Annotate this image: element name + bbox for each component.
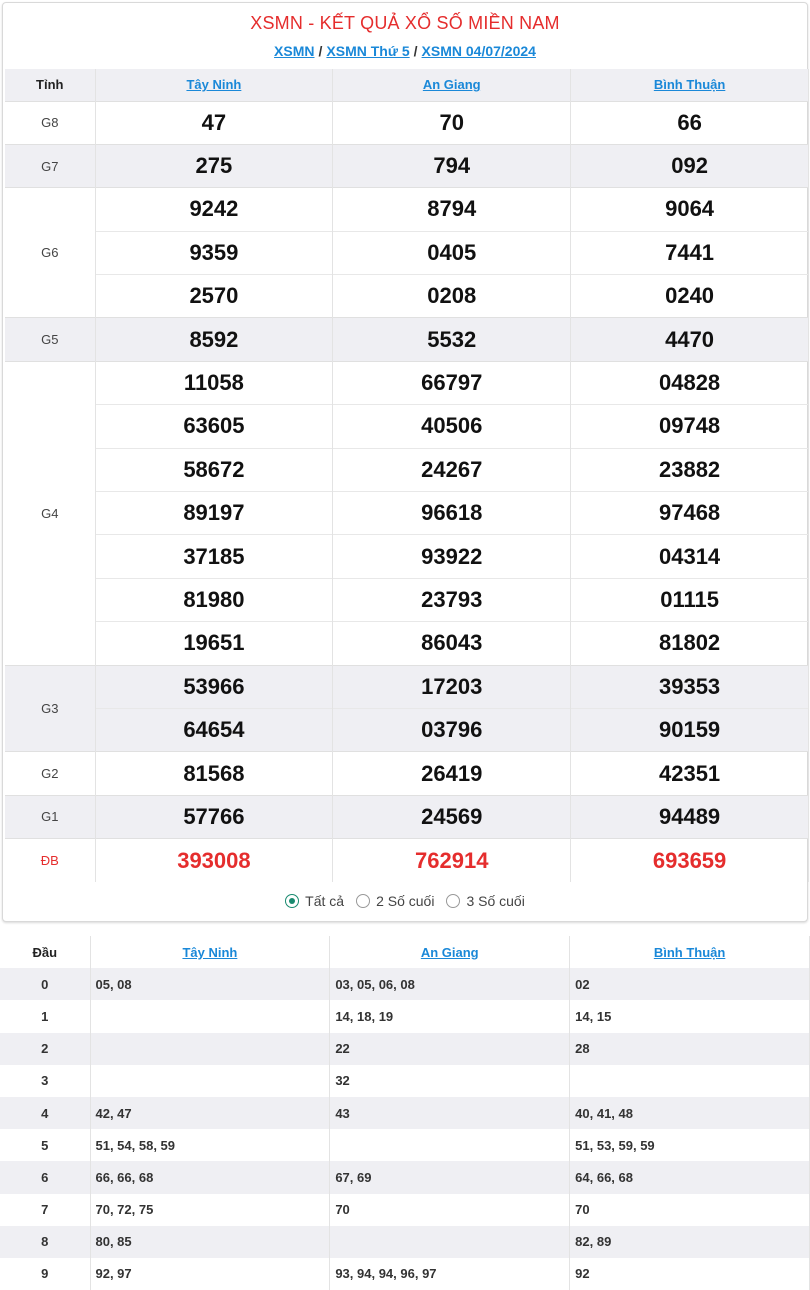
prize-number: 24569 [333, 795, 571, 838]
prize-number: 81802 [571, 622, 809, 665]
prize-number: 9359 [95, 231, 333, 274]
prize-number: 64654 [95, 708, 333, 751]
dau-values: 82, 89 [570, 1226, 810, 1258]
dau-values: 43 [330, 1097, 570, 1129]
prize-number: 57766 [95, 795, 333, 838]
prize-number: 66797 [333, 361, 571, 404]
dau-values: 40, 41, 48 [570, 1097, 810, 1129]
province-header [95, 69, 333, 101]
dau-digit: 5 [0, 1129, 90, 1161]
dau-values: 14, 18, 19 [330, 1000, 570, 1032]
filter-option-2-so-cuoi[interactable] [356, 893, 434, 909]
dau-row [0, 1226, 810, 1258]
province-header [330, 936, 570, 968]
dau-header-row [0, 936, 810, 968]
prize-row [5, 101, 809, 144]
filter-option-label: Tất cả [305, 893, 345, 909]
prize-label: G2 [5, 752, 95, 795]
special-prize-number: 762914 [333, 839, 571, 882]
prize-row [5, 839, 809, 882]
prize-number: 90159 [571, 708, 809, 751]
prize-number: 2570 [95, 275, 333, 318]
dau-values: 92, 97 [90, 1258, 330, 1290]
dau-values: 70, 72, 75 [90, 1194, 330, 1226]
prize-number: 70 [333, 101, 571, 144]
prize-number: 01115 [571, 578, 809, 621]
prize-row [5, 231, 809, 274]
dau-row [0, 1129, 810, 1161]
province-link-an-giang[interactable]: An Giang [422, 77, 481, 93]
prize-number: 04828 [571, 361, 809, 404]
dau-row [0, 968, 810, 1000]
dau-row [0, 1065, 810, 1097]
special-prize-number: 393008 [95, 839, 333, 882]
page-title: XSMN - KẾT QUẢ XỔ SỐ MIỀN NAM [250, 13, 560, 33]
prize-number: 23793 [333, 578, 571, 621]
prize-label: G6 [5, 188, 95, 318]
prize-number: 42351 [571, 752, 809, 795]
prize-label: ĐB [5, 839, 95, 882]
breadcrumb-xsmn-thu5-link[interactable]: XSMN Thứ 5 [326, 43, 410, 59]
prize-number: 9242 [95, 188, 333, 231]
prize-number: 11058 [95, 361, 333, 404]
prize-label: G4 [5, 361, 95, 665]
prize-number: 0240 [571, 275, 809, 318]
dau-digit: 7 [0, 1194, 90, 1226]
dau-values: 03, 05, 06, 08 [330, 968, 570, 1000]
dau-row [0, 1033, 810, 1065]
dau-table [0, 936, 810, 1290]
dau-digit: 6 [0, 1161, 90, 1193]
prize-number: 5532 [333, 318, 571, 361]
prize-number: 275 [95, 144, 333, 187]
dau-values: 28 [570, 1033, 810, 1065]
dau-values: 22 [330, 1033, 570, 1065]
prize-number: 58672 [95, 448, 333, 491]
prize-number: 47 [95, 101, 333, 144]
dau-values [90, 1065, 330, 1097]
dau-values: 64, 66, 68 [570, 1161, 810, 1193]
dau-column-label: Đầu [0, 936, 90, 968]
prize-row [5, 795, 809, 838]
radio-button[interactable] [446, 894, 460, 908]
radio-button[interactable] [285, 894, 299, 908]
prize-number: 66 [571, 101, 809, 144]
dau-row [0, 1258, 810, 1290]
province-header [570, 936, 810, 968]
dau-values [90, 1000, 330, 1032]
dau-values: 42, 47 [90, 1097, 330, 1129]
prize-number: 93922 [333, 535, 571, 578]
dau-row [0, 1097, 810, 1129]
dau-values [330, 1129, 570, 1161]
prize-number: 092 [571, 144, 809, 187]
dau-values: 14, 15 [570, 1000, 810, 1032]
prize-row [5, 448, 809, 491]
dau-values: 02 [570, 968, 810, 1000]
province-header [90, 936, 330, 968]
dau-values: 70 [330, 1194, 570, 1226]
filter-option-3-so-cuoi[interactable] [446, 893, 524, 909]
prize-label: G1 [5, 795, 95, 838]
special-prize-number: 693659 [571, 839, 809, 882]
prize-number: 89197 [95, 492, 333, 535]
prize-row [5, 708, 809, 751]
prize-number: 03796 [333, 708, 571, 751]
prize-row [5, 492, 809, 535]
filter-option-label: 3 Số cuối [466, 893, 525, 909]
prize-number: 40506 [333, 405, 571, 448]
prize-label: G7 [5, 144, 95, 187]
dau-values [90, 1033, 330, 1065]
dau-values: 67, 69 [330, 1161, 570, 1193]
prize-number: 81568 [95, 752, 333, 795]
dau-digit: 3 [0, 1065, 90, 1097]
dau-province-link-tay-ninh[interactable]: Tây Ninh [182, 944, 238, 960]
prize-number: 09748 [571, 405, 809, 448]
digit-filter [3, 893, 807, 911]
prize-row [5, 361, 809, 404]
dau-digit: 0 [0, 968, 90, 1000]
dau-values: 66, 66, 68 [90, 1161, 330, 1193]
dau-values: 92 [570, 1258, 810, 1290]
prize-number: 17203 [333, 665, 571, 708]
radio-button[interactable] [356, 894, 370, 908]
prize-number: 0405 [333, 231, 571, 274]
filter-option-label: 2 Số cuối [376, 893, 435, 909]
results-header-row [5, 69, 809, 101]
breadcrumb: XSMN / XSMN Thứ 5 / XSMN 04/07/2024 [274, 43, 536, 59]
prize-label: G8 [5, 101, 95, 144]
province-link-tay-ninh[interactable]: Tây Ninh [186, 77, 242, 93]
dau-row [0, 1161, 810, 1193]
dau-values: 51, 53, 59, 59 [570, 1129, 810, 1161]
province-header [571, 69, 809, 101]
dau-digit: 9 [0, 1258, 90, 1290]
dau-values: 70 [570, 1194, 810, 1226]
prize-row [5, 622, 809, 665]
province-column-label: Tỉnh [5, 69, 95, 101]
prize-row [5, 405, 809, 448]
dau-digit: 2 [0, 1033, 90, 1065]
prize-number: 7441 [571, 231, 809, 274]
prize-number: 4470 [571, 318, 809, 361]
prize-row [5, 188, 809, 231]
prize-number: 94489 [571, 795, 809, 838]
prize-number: 81980 [95, 578, 333, 621]
prize-row [5, 275, 809, 318]
prize-number: 04314 [571, 535, 809, 578]
prize-number: 794 [333, 144, 571, 187]
prize-number: 39353 [571, 665, 809, 708]
prize-number: 9064 [571, 188, 809, 231]
prize-row [5, 578, 809, 621]
prize-number: 96618 [333, 492, 571, 535]
prize-row [5, 665, 809, 708]
prize-number: 8794 [333, 188, 571, 231]
prize-label: G3 [5, 665, 95, 752]
dau-row [0, 1000, 810, 1032]
prize-row [5, 318, 809, 361]
prize-number: 24267 [333, 448, 571, 491]
prize-number: 86043 [333, 622, 571, 665]
breadcrumb-xsmn-link[interactable]: XSMN [274, 43, 315, 59]
prize-label: G5 [5, 318, 95, 361]
prize-row [5, 752, 809, 795]
breadcrumb-xsmn-date-link[interactable]: XSMN 04/07/2024 [421, 43, 536, 59]
prize-number: 23882 [571, 448, 809, 491]
filter-option-tat-ca[interactable] [285, 893, 344, 909]
prize-number: 53966 [95, 665, 333, 708]
prize-number: 8592 [95, 318, 333, 361]
province-link-binh-thuan[interactable]: Bình Thuận [653, 77, 726, 93]
dau-digit: 8 [0, 1226, 90, 1258]
dau-values [330, 1226, 570, 1258]
dau-row [0, 1194, 810, 1226]
dau-values [570, 1065, 810, 1097]
dau-digit: 4 [0, 1097, 90, 1129]
dau-values: 05, 08 [90, 968, 330, 1000]
prize-row [5, 144, 809, 187]
results-card [2, 2, 808, 922]
dau-values: 93, 94, 94, 96, 97 [330, 1258, 570, 1290]
prize-number: 97468 [571, 492, 809, 535]
results-table [5, 69, 809, 882]
prize-number: 37185 [95, 535, 333, 578]
prize-number: 63605 [95, 405, 333, 448]
dau-values: 32 [330, 1065, 570, 1097]
dau-province-link-binh-thuan[interactable]: Bình Thuận [653, 944, 726, 960]
dau-province-link-an-giang[interactable]: An Giang [420, 944, 479, 960]
province-header [333, 69, 571, 101]
prize-number: 19651 [95, 622, 333, 665]
prize-number: 0208 [333, 275, 571, 318]
prize-row [5, 535, 809, 578]
dau-values: 51, 54, 58, 59 [90, 1129, 330, 1161]
prize-number: 26419 [333, 752, 571, 795]
dau-values: 80, 85 [90, 1226, 330, 1258]
dau-digit: 1 [0, 1000, 90, 1032]
